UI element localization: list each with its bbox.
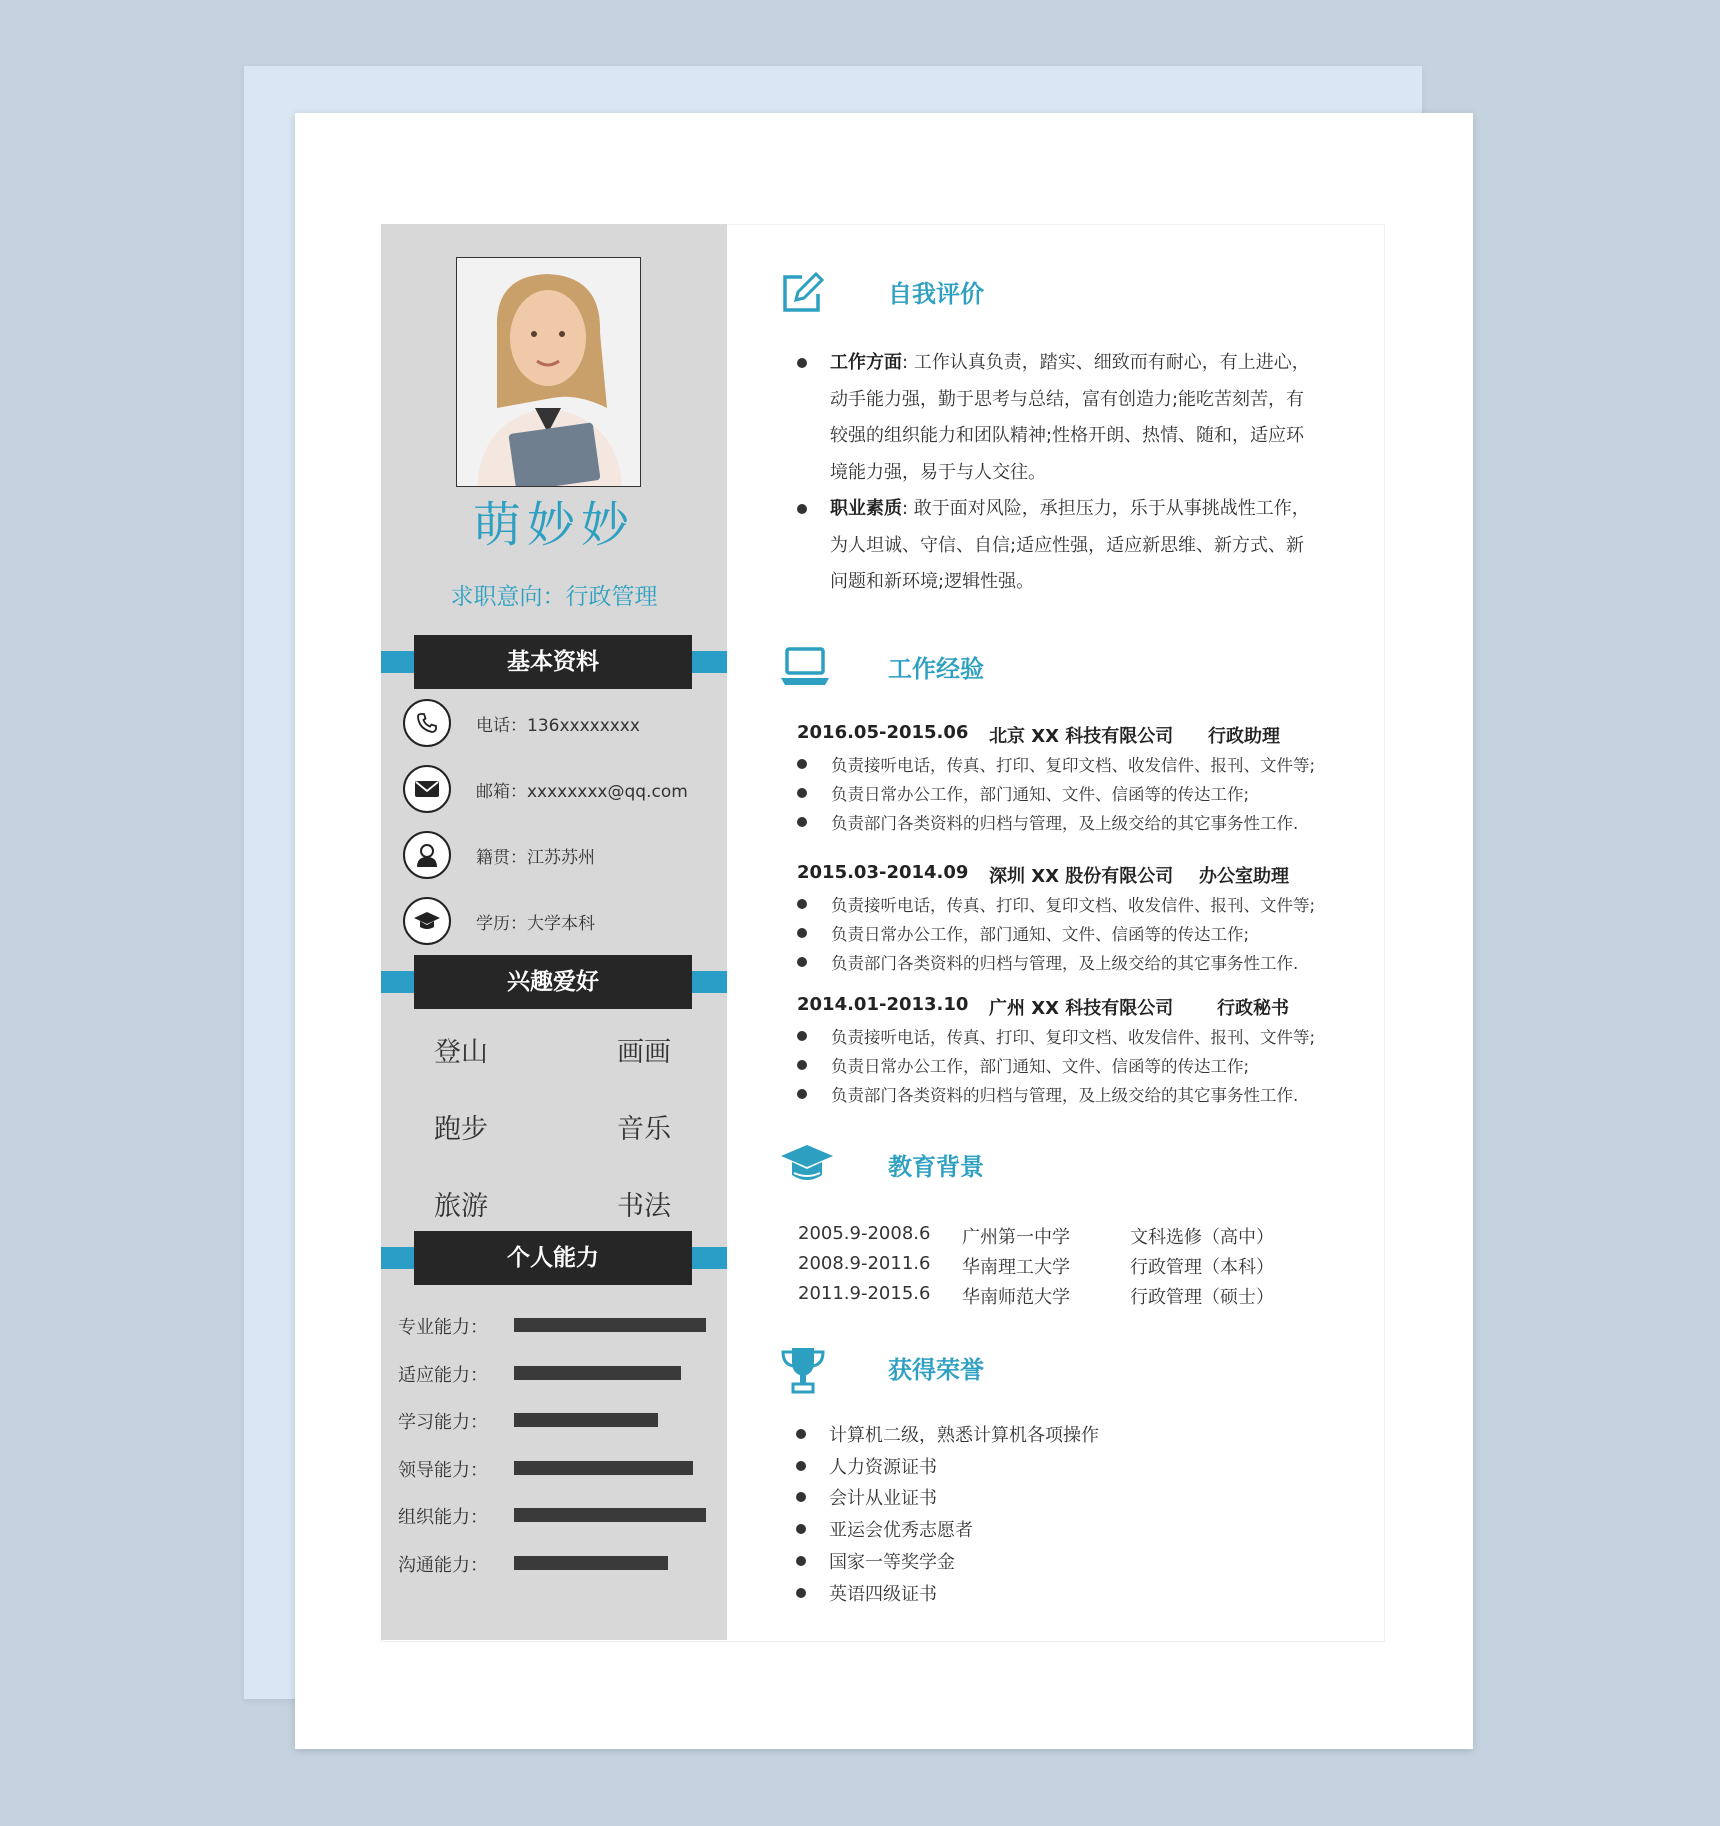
person-icon <box>403 831 451 879</box>
job-duty: 负责部门各类资料的归档与管理，及上级交给的其它事务性工作. <box>831 1086 1299 1105</box>
contact-degree <box>403 897 595 945</box>
honor-item: 人力资源证书 <box>829 1456 937 1478</box>
bullet <box>797 1060 807 1070</box>
phone-icon <box>403 699 451 747</box>
edu-period: 2011.9-2015.6 <box>798 1283 931 1304</box>
section-title: 个人能力 <box>414 1231 692 1285</box>
bullet <box>797 957 807 967</box>
edu-major: 文科选修（高中） <box>1130 1227 1274 1248</box>
graduation-cap-icon <box>780 1143 834 1183</box>
contact-text: 籍贯：江苏苏州 <box>476 847 595 868</box>
bullet <box>796 1429 806 1439</box>
profile-photo <box>456 257 641 487</box>
skill-level-bar <box>514 1413 658 1427</box>
edit-icon <box>780 270 826 314</box>
job-duty: 负责接听电话，传真、打印、复印文档、收发信件、报刊、文件等; <box>831 896 1316 915</box>
section-title: 兴趣爱好 <box>414 955 692 1009</box>
contact-text: 邮箱：xxxxxxxx@qq.com <box>476 781 688 802</box>
bullet <box>797 1089 807 1099</box>
bullet <box>797 504 807 514</box>
hobby-item: 书法 <box>617 1191 671 1222</box>
bullet <box>796 1461 806 1471</box>
skill-label: 学习能力： <box>398 1412 488 1433</box>
contact-phone <box>403 699 640 747</box>
job-period: 2016.05-2015.06 <box>797 722 969 743</box>
skill-level-bar <box>514 1508 706 1522</box>
job-company: 深圳 XX 股份有限公司 <box>989 866 1174 887</box>
skill-level-bar <box>514 1461 693 1475</box>
job-intent: 求职意向：行政管理 <box>450 584 658 610</box>
section-title: 工作经验 <box>888 655 984 683</box>
bullet <box>797 899 807 909</box>
honor-item: 英语四级证书 <box>829 1583 937 1605</box>
self-eval-quality: 职业素质: 敢于面对风险，承担压力，乐于从事挑战性工作，为人坦诚、守信、自信;适应性强，适应新思维、新方式、新问题和新环境;逻辑性强。 <box>830 498 1310 592</box>
job-duty: 负责部门各类资料的归档与管理，及上级交给的其它事务性工作. <box>831 954 1299 973</box>
candidate-name: 萌妙妙 <box>472 497 635 553</box>
edu-period: 2008.9-2011.6 <box>798 1253 931 1274</box>
job-duty: 负责接听电话，传真、打印、复印文档、收发信件、报刊、文件等; <box>831 756 1316 775</box>
job-company: 北京 XX 科技有限公司 <box>989 726 1174 747</box>
edu-school: 华南师范大学 <box>962 1287 1070 1308</box>
contact-email <box>403 765 688 813</box>
skill-label: 沟通能力： <box>398 1554 488 1576</box>
job-period: 2014.01-2013.10 <box>797 994 969 1015</box>
edu-school: 广州第一中学 <box>962 1227 1070 1248</box>
job-company: 广州 XX 科技有限公司 <box>989 998 1174 1019</box>
bullet <box>797 928 807 938</box>
section-title: 教育背景 <box>888 1153 984 1181</box>
hobby-item: 音乐 <box>617 1114 671 1145</box>
section-title: 基本资料 <box>414 635 692 689</box>
section-skills <box>381 1231 727 1285</box>
skill-level-bar <box>514 1556 668 1570</box>
honor-item: 计算机二级，熟悉计算机各项操作 <box>829 1425 1099 1446</box>
graduation-cap-icon <box>403 897 451 945</box>
bullet <box>797 788 807 798</box>
section-hobbies <box>381 955 727 1009</box>
honor-item: 国家一等奖学金 <box>829 1551 955 1573</box>
hobby-item: 登山 <box>434 1037 488 1068</box>
bullet <box>797 358 807 368</box>
section-title: 自我评价 <box>888 280 984 308</box>
self-eval-work: 工作方面: 工作认真负责，踏实、细致而有耐心，有上进心，动手能力强，勤于思考与总结，富有创造力;能吃苦刻苦，有较强的组织能力和团队精神;性格开朗、热情、随和，适应环境能力强，易于与人交往。 <box>830 352 1310 483</box>
bullet <box>797 759 807 769</box>
honor-item: 亚运会优秀志愿者 <box>829 1520 973 1542</box>
edu-major: 行政管理（本科） <box>1130 1257 1274 1278</box>
job-title: 办公室助理 <box>1199 866 1289 887</box>
skill-level-bar <box>514 1318 706 1332</box>
laptop-icon <box>780 645 830 687</box>
honor-item: 会计从业证书 <box>829 1488 937 1510</box>
skill-level-bar <box>514 1366 681 1380</box>
skill-label: 适应能力： <box>398 1364 488 1386</box>
job-duty: 负责日常办公工作，部门通知、文件、信函等的传达工作; <box>831 925 1250 944</box>
job-duty: 负责部门各类资料的归档与管理，及上级交给的其它事务性工作. <box>831 814 1299 833</box>
job-duty: 负责日常办公工作，部门通知、文件、信函等的传达工作; <box>831 785 1250 804</box>
bullet <box>797 1031 807 1041</box>
skill-label: 领导能力： <box>398 1459 488 1481</box>
contact-hometown <box>403 831 595 879</box>
bullet <box>797 817 807 827</box>
hobby-item: 跑步 <box>434 1114 488 1145</box>
contact-text: 学历：大学本科 <box>476 913 595 934</box>
trophy-icon <box>780 1346 826 1394</box>
hobby-item: 旅游 <box>434 1191 488 1222</box>
bullet <box>796 1556 806 1566</box>
hobby-item: 画画 <box>617 1037 671 1068</box>
edu-major: 行政管理（硕士） <box>1130 1287 1274 1308</box>
skill-label: 专业能力： <box>398 1317 488 1338</box>
contact-text: 电话：136xxxxxxxx <box>476 715 640 736</box>
section-title: 获得荣誉 <box>888 1356 984 1384</box>
job-title: 行政秘书 <box>1217 998 1289 1019</box>
job-period: 2015.03-2014.09 <box>797 862 969 883</box>
mail-icon <box>403 765 451 813</box>
edu-school: 华南理工大学 <box>962 1257 1070 1278</box>
job-duty: 负责日常办公工作，部门通知、文件、信函等的传达工作; <box>831 1057 1250 1076</box>
skill-label: 组织能力： <box>398 1507 488 1528</box>
bullet <box>796 1588 806 1598</box>
job-duty: 负责接听电话，传真、打印、复印文档、收发信件、报刊、文件等; <box>831 1028 1316 1047</box>
edu-period: 2005.9-2008.6 <box>798 1223 931 1244</box>
job-title: 行政助理 <box>1208 726 1280 747</box>
section-basic-info <box>381 635 727 689</box>
